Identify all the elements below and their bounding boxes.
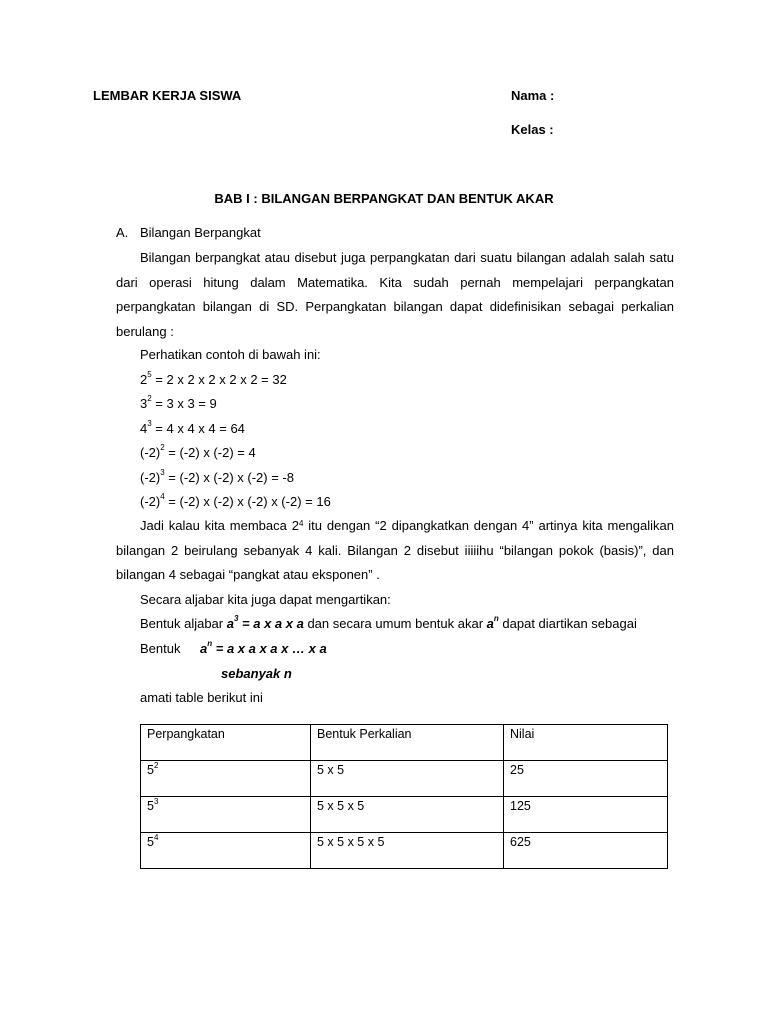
- section-title: Bilangan Berpangkat: [140, 225, 261, 240]
- intro-paragraph: [116, 246, 674, 344]
- class-label: Kelas :: [511, 122, 554, 137]
- table-intro: amati table berikut ini: [140, 690, 263, 705]
- power-cell: $5^3$: [141, 797, 311, 833]
- power-cell: $5^4$: [141, 833, 311, 869]
- table-row: [141, 761, 668, 797]
- header-cell: Perpangkatan: [141, 725, 311, 761]
- algebra-intro: Secara aljabar kita juga dapat mengartikan:: [140, 592, 391, 607]
- example-line: $(-2)^4 = (-2)$ x (-2) x (-2) x (-2) = 16: [140, 492, 331, 509]
- explanation-paragraph: Jadi kalau kita membaca $2^4$ itu dengan “2 dipangkatkan dengan 4” artinya kita mengalikan bilangan 2 beirulang sebanyak 4 kali. Bilangan 2 disebut iiiiihu “bilangan pokok (basis)”, dan bilangan 4 sebagai “pangkat atau eksponen” .: [116, 518, 674, 582]
- table-header-row: [141, 725, 668, 761]
- form-formula: $a^n = a$ x a x a x … x a: [200, 639, 327, 656]
- example-line: $(-2)^2 = (-2)$ x (-2) = 4: [140, 443, 256, 460]
- section-letter: A.: [116, 225, 129, 240]
- form-label: Bentuk: [140, 641, 181, 656]
- count-label: sebanyak n: [221, 666, 292, 681]
- multiplication-cell: 5 x 5: [311, 761, 504, 797]
- multiplication-cell: 5 x 5 x 5 x 5: [311, 833, 504, 869]
- intro-paragraph-text: Bilangan berpangkat atau disebut juga perpangkatan dari suatu bilangan adalah salah satu dari operasi hitung dalam Matematika. Kita sudah pernah mempelajari perpangkatan perpangkatan bilangan di SD. Perpangkatan bilangan dapat didefinisikan sebagai perkalian berulang :: [116, 250, 674, 339]
- multiplication-cell: 5 x 5 x 5: [311, 797, 504, 833]
- example-line: $(-2)^3 = (-2)$ x (-2) x (-2) = -8: [140, 468, 294, 485]
- value-cell: 25: [504, 761, 668, 797]
- example-line: $2^5 = 2$ x 2 x 2 x 2 x 2 = 32: [140, 370, 287, 387]
- header-cell: Nilai: [504, 725, 668, 761]
- powers-table: [140, 724, 668, 869]
- worksheet-title: LEMBAR KERJA SISWA: [93, 88, 242, 103]
- power-cell: $5^2$: [141, 761, 311, 797]
- table-row: [141, 833, 668, 869]
- example-line: $3^2 = 3$ x 3 = 9: [140, 394, 217, 411]
- value-cell: 125: [504, 797, 668, 833]
- name-label: Nama :: [511, 88, 555, 103]
- examples-intro: Perhatikan contoh di bawah ini:: [140, 347, 321, 362]
- value-cell: 625: [504, 833, 668, 869]
- example-line: $4^3 = 4$ x 4 x 4 = 64: [140, 419, 245, 436]
- chapter-title: BAB I : BILANGAN BERPANGKAT DAN BENTUK AKAR: [214, 191, 554, 206]
- header-cell: Bentuk Perkalian: [311, 725, 504, 761]
- algebra-line: Bentuk aljabar $a^3 = a$ x a x a dan secara umum bentuk akar $a^n$ dapat diartikan sebagai: [140, 614, 637, 631]
- table-row: [141, 797, 668, 833]
